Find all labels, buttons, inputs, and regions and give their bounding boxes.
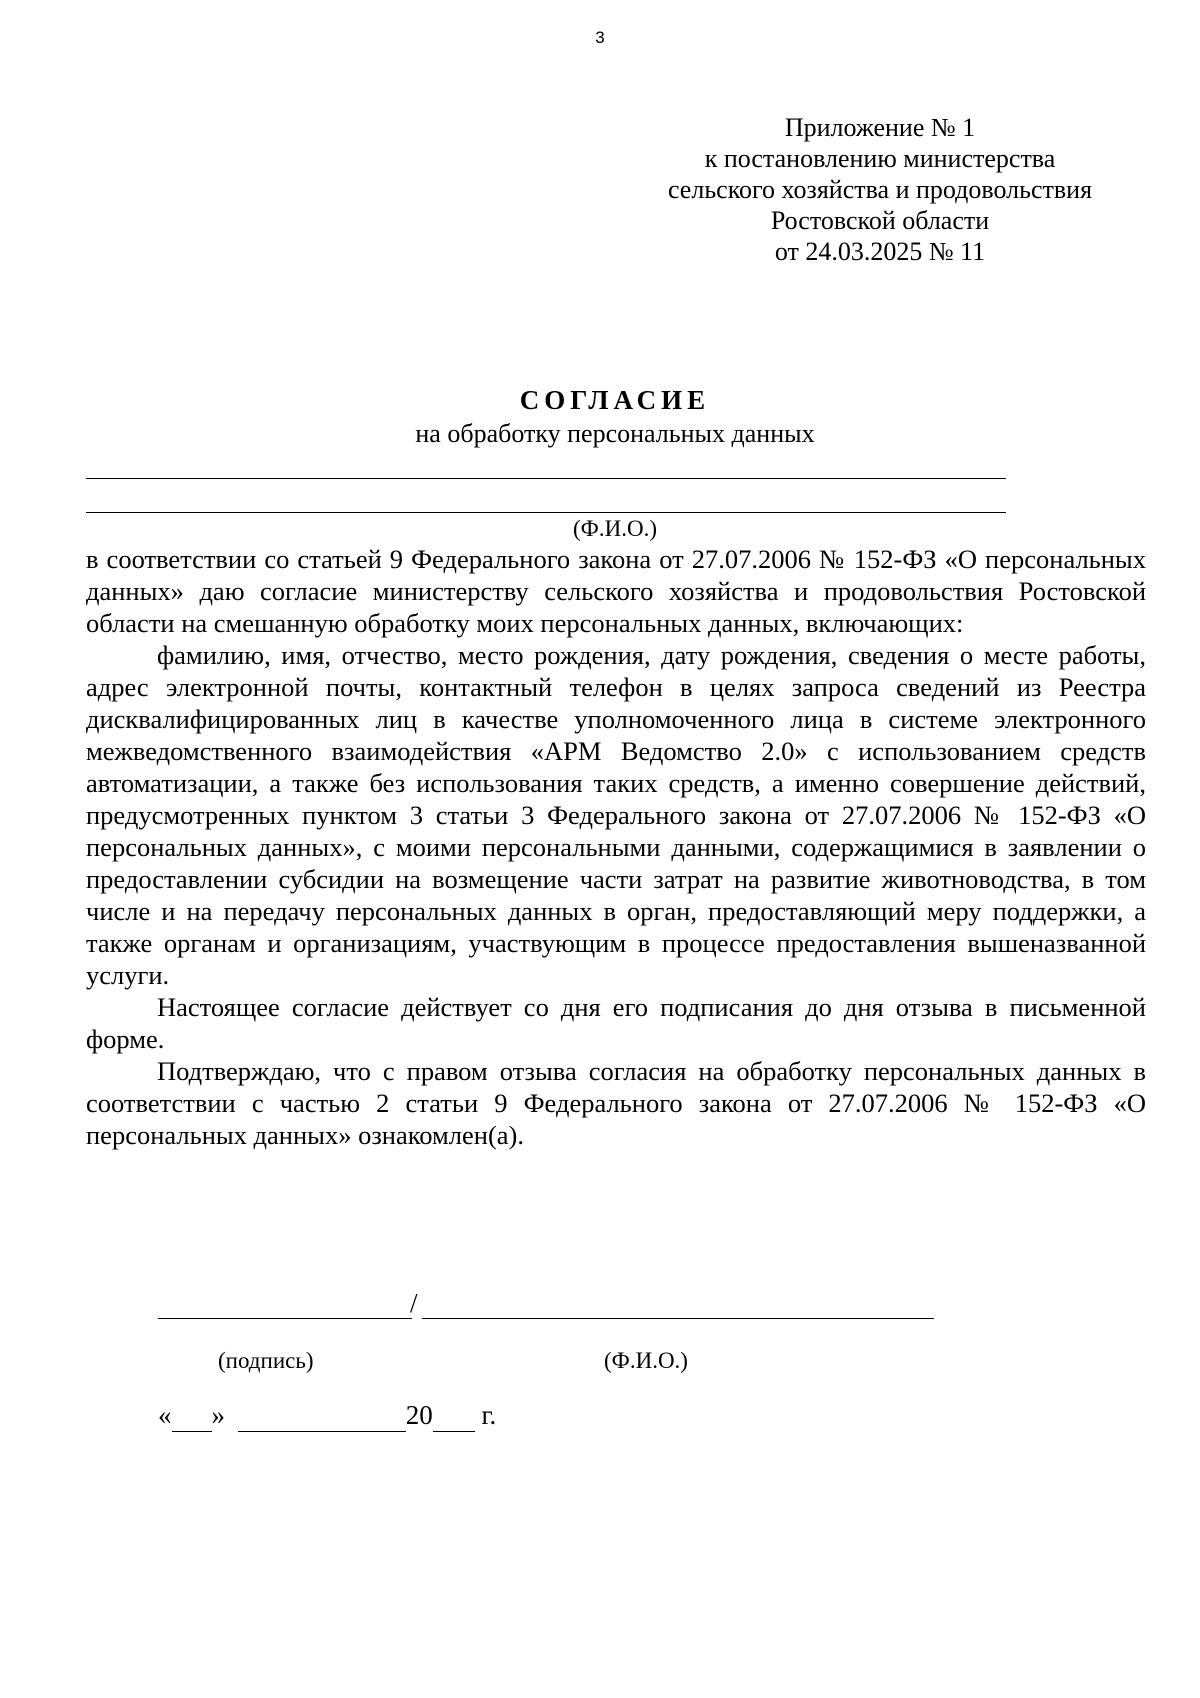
year-suffix: г. <box>481 1400 497 1430</box>
appendix-header <box>650 112 1110 267</box>
date-line <box>158 1400 496 1432</box>
document-title: СОГЛАСИЕ <box>519 385 711 415</box>
paragraph-acknowledgement: Подтверждаю, что с правом отзыва согласия на обработку персональных данных в соответствии с частью 2 статьи 9 Федерального закона от 27.07.2006 № 152-ФЗ «О персональных данных» ознакомлен(а). <box>86 1056 1146 1150</box>
month-blank <box>238 1400 406 1432</box>
signature-fio-blank-line <box>422 1318 934 1319</box>
signature-separator: / <box>410 1288 418 1318</box>
signature-blank-line <box>158 1318 412 1319</box>
appendix-line: Приложение № 1 <box>784 113 976 142</box>
year-prefix: 20 <box>405 1400 433 1430</box>
appendix-line: от 24.03.2025 № 11 <box>774 237 986 266</box>
signature-caption: (подпись) <box>218 1348 314 1373</box>
fio-blank-line-2 <box>86 512 1006 513</box>
signature-fio-caption: (Ф.И.О.) <box>604 1348 688 1373</box>
paragraph-validity: Настоящее согласие действует со дня его подписания до дня отзыва в письменной форме. <box>86 992 1146 1054</box>
appendix-line: Ростовской области <box>770 206 990 235</box>
document-subtitle: на обработку персональных данных <box>415 419 815 448</box>
date-open-quote: « <box>158 1400 172 1430</box>
fio-caption: (Ф.И.О.) <box>573 516 657 541</box>
year-blank <box>433 1400 475 1432</box>
consent-body <box>86 543 1146 1151</box>
paragraph-intro: в соответствии со статьей 9 Федерального закона от 27.07.2006 № 152-ФЗ «О персональных данных» даю согласие министерству сельского хозяйства и продовольствия Ростовской области на смешанную обработку моих персональных данных, включающих: <box>86 544 1146 638</box>
fio-blank-line-1 <box>86 478 1006 479</box>
paragraph-data-list: фамилию, имя, отчество, место рождения, дату рождения, сведения о месте работы, адрес электронной почты, контактный телефон в целях запроса сведений из Реестра дисквалифицированных лиц в качестве уполномоченного лица в системе электронного межведомственного взаимодействия «АРМ Ведомство 2.0» с использованием средств автоматизации, а также без использования таких средств, а именно совершение действий, предусмотренных пунктом 3 статьи 3 Федерального закона от 27.07.2006 № 152-ФЗ «О персональных данных», с моими персональными данными, содержащимися в заявлении о предоставлении субсидии на возмещение части затрат на развитие животноводства, в том числе и на передачу персональных данных в орган, предоставляющий меру поддержки, а также органам и организациям, участвующим в процессе предоставления вышеназванной услуги. <box>86 640 1146 990</box>
date-close-quote: » <box>211 1400 225 1430</box>
day-blank <box>172 1400 212 1432</box>
appendix-line: сельского хозяйства и продовольствия <box>667 175 1093 204</box>
appendix-line: к постановлению министерства <box>704 144 1056 173</box>
page-number: 3 <box>595 28 605 47</box>
